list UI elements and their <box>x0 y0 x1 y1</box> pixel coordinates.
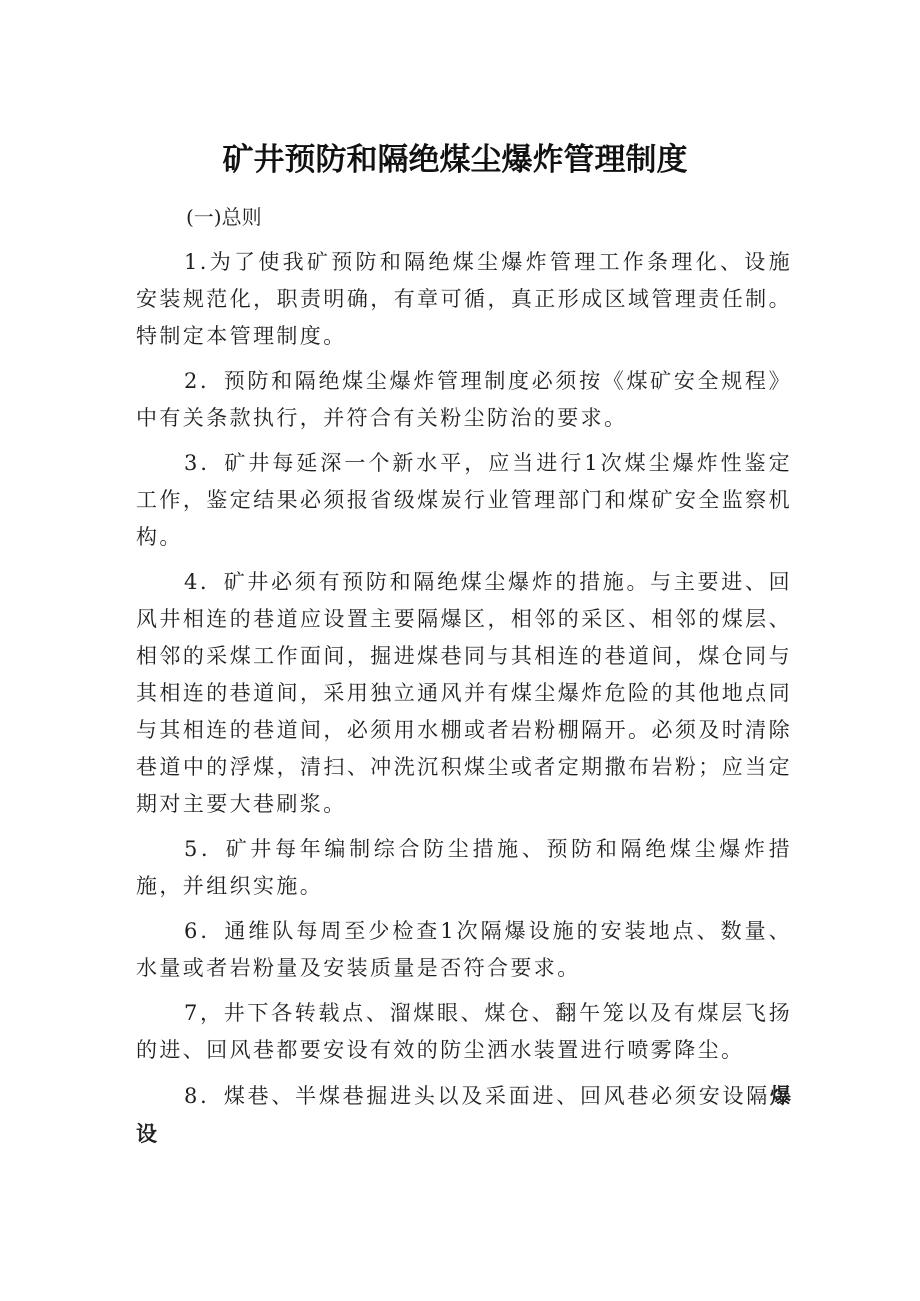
paragraph-8-text: 8．煤巷、半煤巷掘进头以及采面进、回风巷必须安设隔 <box>184 1084 770 1108</box>
paragraph-3: 3．矿井每延深一个新水平，应当进行1次煤尘爆炸性鉴定工作，鉴定结果必须报省级煤炭行业管理部门和煤矿安全监察机构。 <box>136 451 792 549</box>
paragraph-4: 4．矿井必须有预防和隔绝煤尘爆炸的措施。与主要进、回风井相连的巷道应设置主要隔爆区，相邻的采区、相邻的煤层、相邻的采煤工作面间，掘进煤巷同与其相连的巷道间，煤仓同与其相连的巷道间，采用独立通风并有煤尘爆炸危险的其他地点同与其相连的巷道间，必须用水棚或者岩粉棚隔开。必须及时清除巷道中的浮煤，清扫、冲洗沉积煤尘或者定期撒布岩粉；应当定期对主要大巷刷浆。 <box>136 570 792 816</box>
paragraph-5: 5．矿井每年编制综合防尘措施、预防和隔绝煤尘爆炸措施，并组织实施。 <box>136 837 792 898</box>
section-heading: (一)总则 <box>186 205 262 229</box>
document-title: 矿井预防和隔绝煤尘爆炸管理制度 <box>222 142 688 178</box>
paragraph-8 <box>136 1077 792 1153</box>
paragraph-1: 1.为了使我矿预防和隔绝煤尘爆炸管理工作条理化、设施安装规范化，职责明确，有章可循，真正形成区域管理责任制。特制定本管理制度。 <box>136 250 792 348</box>
paragraph-7: 7，井下各转载点、溜煤眼、煤仓、翻午笼以及有煤层飞扬的进、回风巷都要安设有效的防尘洒水装置进行喷雾降尘。 <box>136 1001 792 1062</box>
document-body <box>136 244 792 1161</box>
paragraph-6: 6．通维队每周至少检查1次隔爆设施的安装地点、数量、水量或者岩粉量及安装质量是否符合要求。 <box>136 919 792 980</box>
paragraph-2: 2．预防和隔绝煤尘爆炸管理制度必须按《煤矿安全规程》中有关条款执行，并符合有关粉尘防治的要求。 <box>136 369 792 430</box>
paragraph-8-bold-tail: 爆设 <box>136 1083 792 1146</box>
